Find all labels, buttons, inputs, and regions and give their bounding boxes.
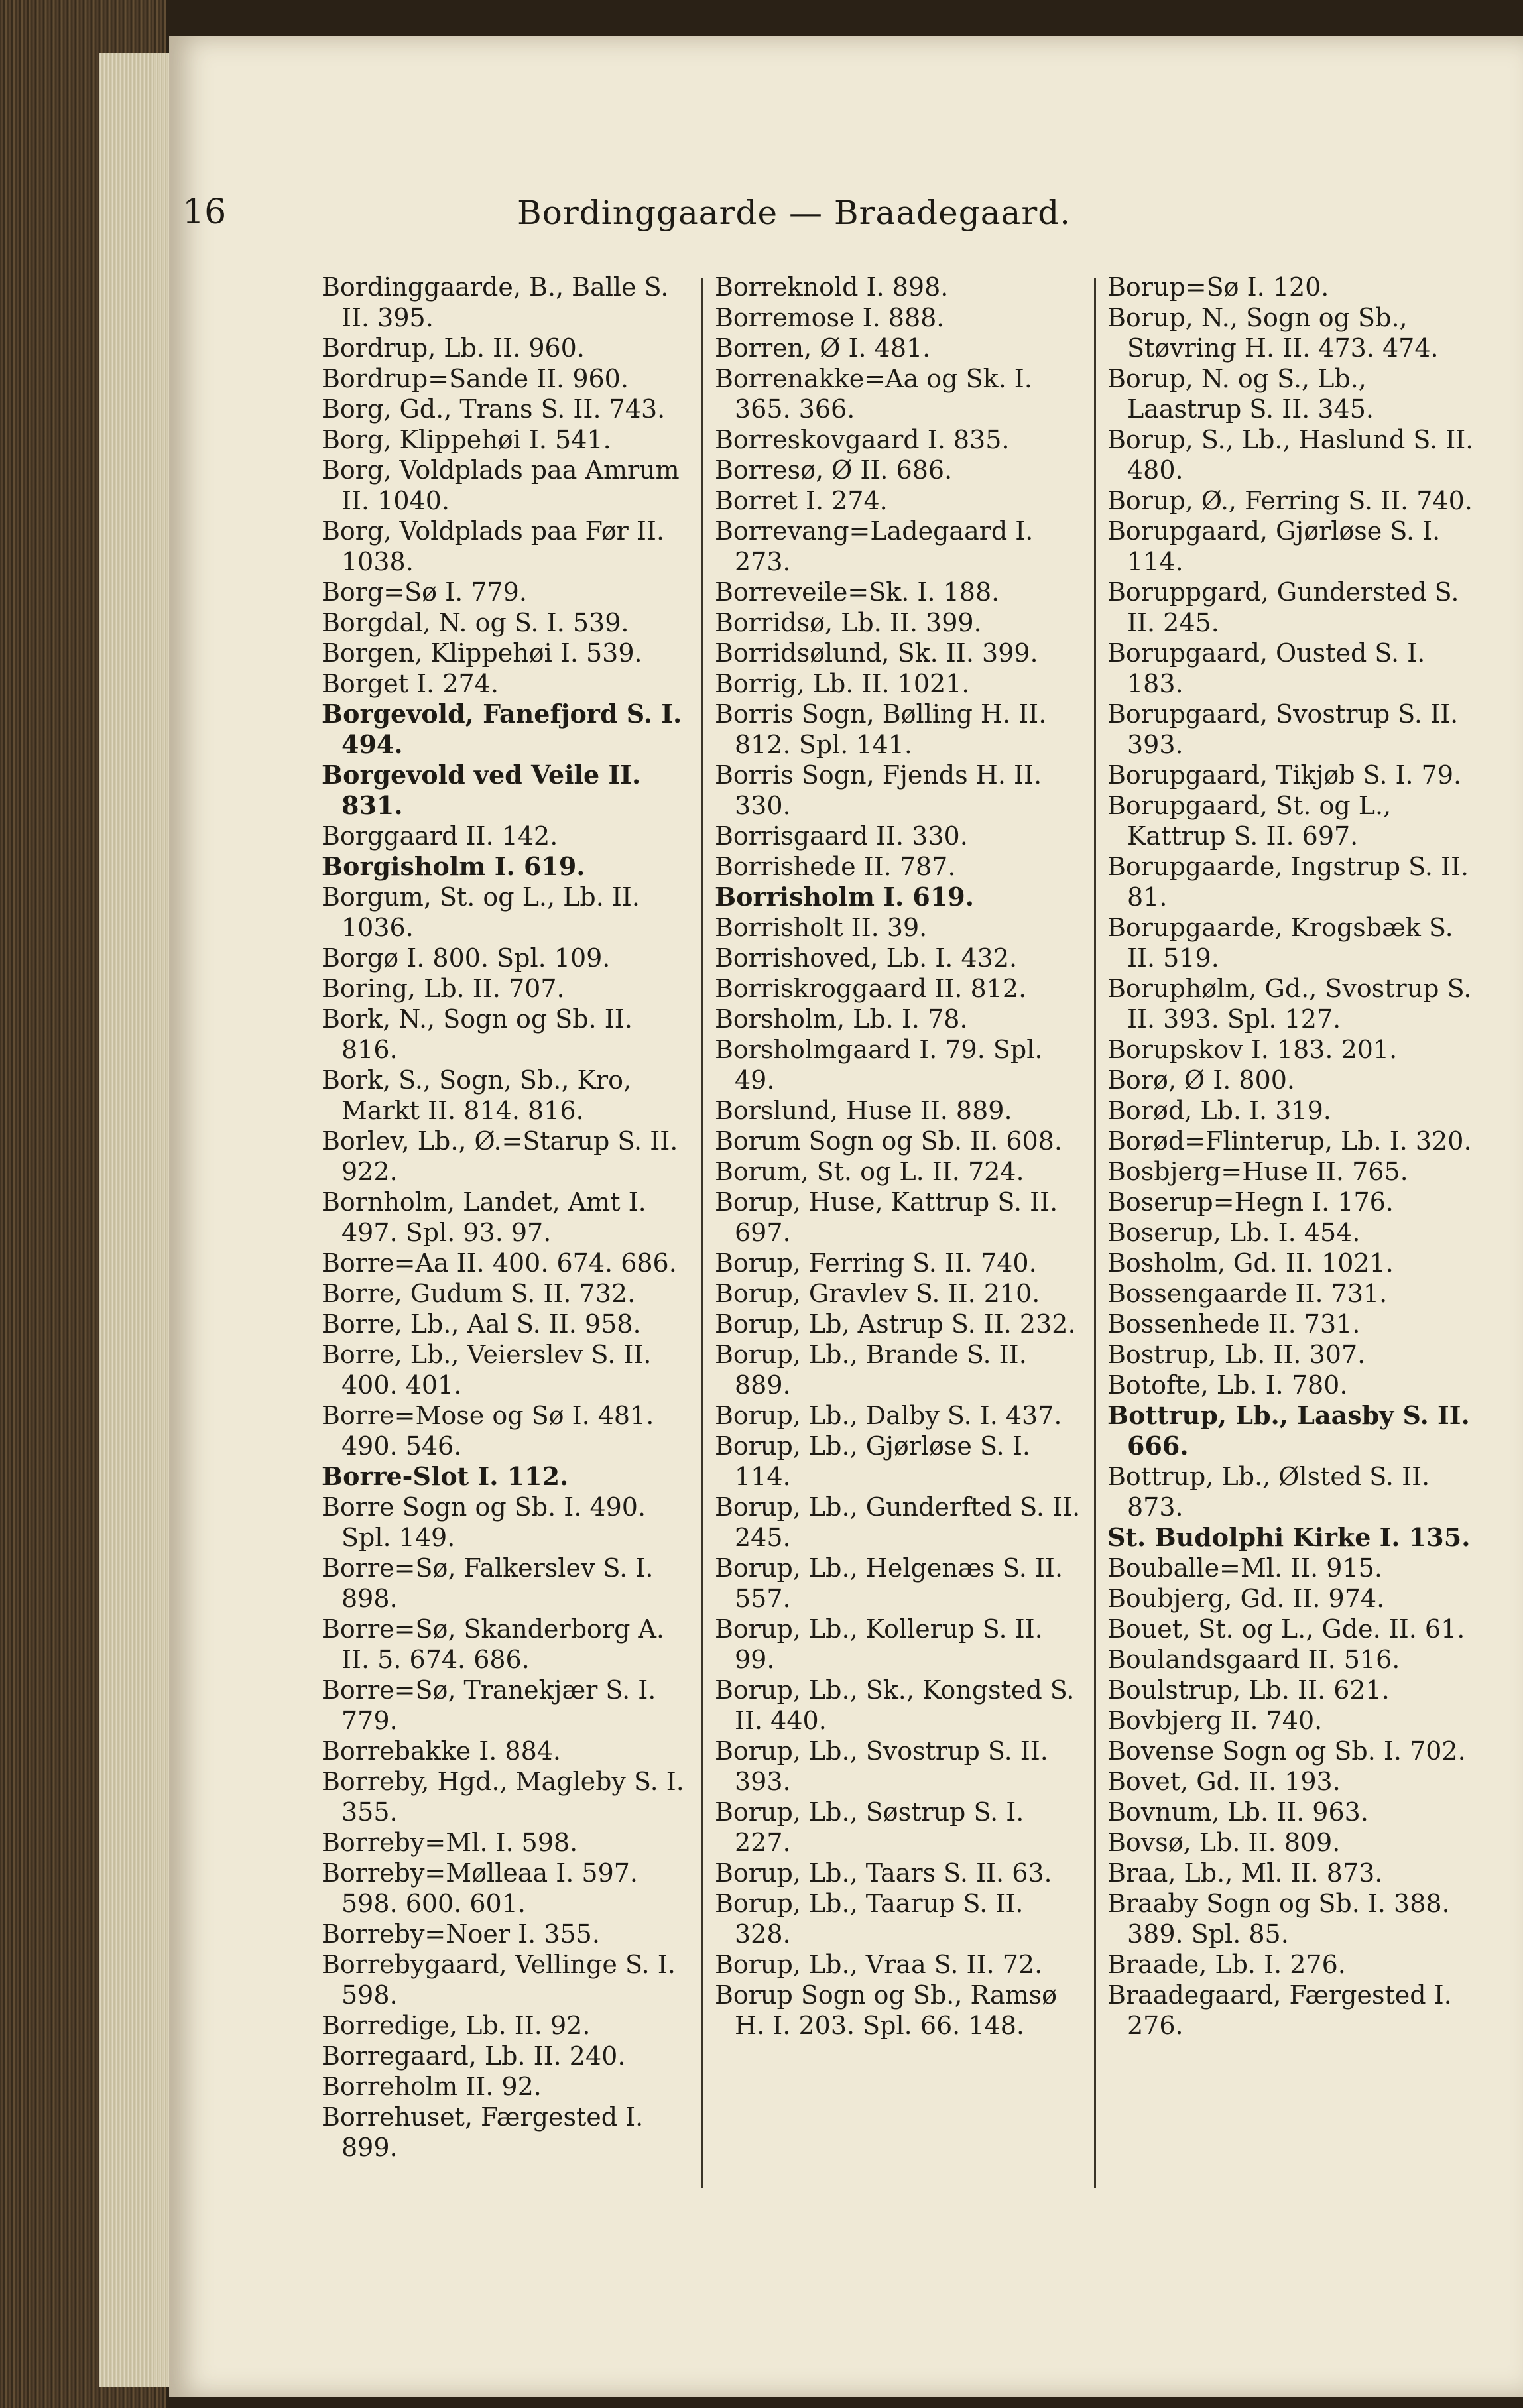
index-entry: Borrishoved, Lb. I. 432. [715, 943, 1018, 973]
index-entry: Boring, Lb. II. 707. [322, 974, 565, 1003]
index-entry: Borre=Aa II. 400. 674. 686. [322, 1248, 677, 1278]
index-entry: Boulstrup, Lb. II. 621. [1107, 1675, 1390, 1705]
index-entry: Borret I. 274. [715, 486, 888, 515]
running-head: Bordinggaarde — Braadegaard. [517, 194, 1071, 232]
index-entry: Borupgaarde, Ingstrup S. II. 81. [1107, 852, 1469, 912]
index-entry: Borlev, Lb., Ø.=Starup S. II. 922. [322, 1126, 678, 1186]
index-entry: Borgen, Klippehøi I. 539. [322, 638, 642, 668]
index-entry: Borre=Sø, Falkerslev S. I. 898. [322, 1553, 654, 1613]
index-entry: Borre, Lb., Veierslev S. II. 400. 401. [322, 1340, 652, 1400]
index-entry: Borgevold, Fanefjord S. I. 494. [322, 699, 682, 759]
index-entry: Borrishede II. 787. [715, 852, 956, 881]
index-entry: Borre=Sø, Tranekjær S. I. 779. [322, 1675, 656, 1735]
index-entry: Boubjerg, Gd. II. 974. [1107, 1584, 1385, 1613]
index-entry: Boserup=Hegn I. 176. [1107, 1187, 1394, 1217]
index-entry: St. Budolphi Kirke I. 135. [1107, 1522, 1471, 1552]
index-entry: Borup, Lb., Vraa S. II. 72. [715, 1950, 1043, 1979]
index-entry: Borum Sogn og Sb. II. 608. [715, 1126, 1062, 1156]
index-entry: Borremose I. 888. [715, 303, 945, 332]
index-entry: Bottrup, Lb., Ølsted S. II. 873. [1107, 1462, 1430, 1522]
index-entry: Bork, N., Sogn og Sb. II. 816. [322, 1004, 633, 1064]
index-entry: Borupgaarde, Krogsbæk S. II. 519. [1107, 913, 1453, 973]
index-entry: Borø, Ø I. 800. [1107, 1065, 1296, 1095]
index-entry: Borg, Voldplads paa Før II. 1038. [322, 516, 665, 576]
index-entry: Borupgaard, Ousted S. I. 183. [1107, 638, 1426, 698]
index-column-1 [322, 272, 693, 2163]
index-entry: Borrisgaard II. 330. [715, 821, 968, 851]
index-entry: Borreskovgaard I. 835. [715, 425, 1010, 454]
index-entry: Borreby=Mølleaa I. 597. 598. 600. 601. [322, 1858, 639, 1918]
index-entry: Borg, Voldplads paa Amrum II. 1040. [322, 455, 680, 515]
index-entry: Borrevang=Ladegaard I. 273. [715, 516, 1034, 576]
index-entry: Borre-Slot I. 112. [322, 1461, 569, 1491]
index-entry: Borupgaard, Tikjøb S. I. 79. [1107, 760, 1462, 790]
index-entry: Borup, S., Lb., Haslund S. II. 480. [1107, 425, 1474, 485]
index-entry: Borup, Lb, Astrup S. II. 232. [715, 1309, 1076, 1339]
index-entry: Borup, Gravlev S. II. 210. [715, 1279, 1040, 1308]
index-entry: Borup, Lb., Helgenæs S. II. 557. [715, 1553, 1064, 1613]
index-entry: Borg, Klippehøi I. 541. [322, 425, 611, 454]
index-entry: Borg, Gd., Trans S. II. 743. [322, 394, 666, 424]
index-entry: Borreby, Hgd., Magleby S. I. 355. [322, 1767, 684, 1827]
index-entry: Borsholm, Lb. I. 78. [715, 1004, 968, 1034]
column-divider-1 [701, 278, 703, 2188]
index-entry: Bovnum, Lb. II. 963. [1107, 1797, 1369, 1827]
index-entry: Borup, N., Sogn og Sb., Støvring H. II. 473. 474. [1107, 303, 1439, 363]
index-entry: Borresø, Ø II. 686. [715, 455, 953, 485]
page-number: 16 [182, 192, 227, 232]
index-entry: Bornholm, Landet, Amt I. 497. Spl. 93. 97. [322, 1187, 646, 1247]
column-divider-2 [1094, 278, 1096, 2188]
index-entry: Borridsø, Lb. II. 399. [715, 608, 982, 637]
index-entry: Borre Sogn og Sb. I. 490. Spl. 149. [322, 1492, 646, 1552]
index-entry: Borgum, St. og L., Lb. II. 1036. [322, 882, 640, 942]
index-entry: Borre, Gudum S. II. 732. [322, 1279, 636, 1308]
index-entry: Borrenakke=Aa og Sk. I. 365. 366. [715, 364, 1032, 424]
index-entry: Borsholmgaard I. 79. Spl. 49. [715, 1035, 1043, 1095]
index-entry: Borredige, Lb. II. 92. [322, 2011, 591, 2040]
index-entry: Borup, N. og S., Lb., Laastrup S. II. 345. [1107, 364, 1374, 424]
index-entry: Bovet, Gd. II. 193. [1107, 1767, 1341, 1796]
index-entry: Borup, Lb., Sk., Kongsted S. II. 440. [715, 1675, 1075, 1735]
index-entry: Borget I. 274. [322, 669, 499, 698]
page-edges [99, 53, 179, 2387]
index-entry: Bordinggaarde, B., Balle S. II. 395. [322, 272, 669, 332]
index-entry: Bouet, St. og L., Gde. II. 61. [1107, 1614, 1465, 1644]
index-entry: Braadegaard, Færgested I. 276. [1107, 1980, 1452, 2040]
index-entry: Borup, Lb., Taars S. II. 63. [715, 1858, 1052, 1888]
index-entry: Borup, Lb., Kollerup S. II. 99. [715, 1614, 1043, 1674]
index-entry: Bossenhede II. 731. [1107, 1309, 1361, 1339]
index-entry: Braaby Sogn og Sb. I. 388. 389. Spl. 85. [1107, 1889, 1450, 1949]
index-entry: Bostrup, Lb. II. 307. [1107, 1340, 1366, 1369]
index-entry: Bovbjerg II. 740. [1107, 1706, 1323, 1735]
index-entry: Borrehuset, Færgested I. 899. [322, 2102, 644, 2162]
index-entry: Bouballe=Ml. II. 915. [1107, 1553, 1382, 1583]
index-entry: Borggaard II. 142. [322, 821, 558, 851]
index-entry: Bork, S., Sogn, Sb., Kro, Markt II. 814. 816. [322, 1065, 632, 1125]
index-entry: Borreby=Ml. I. 598. [322, 1828, 578, 1857]
index-entry: Borreby=Noer I. 355. [322, 1919, 600, 1949]
index-entry: Borup, Lb., Svostrup S. II. 393. [715, 1736, 1048, 1796]
index-entry: Borum, St. og L. II. 724. [715, 1157, 1024, 1186]
index-entry: Borup=Sø I. 120. [1107, 272, 1329, 302]
index-entry: Borreholm II. 92. [322, 2072, 542, 2101]
index-entry: Boruphølm, Gd., Svostrup S. II. 393. Spl. 127. [1107, 974, 1472, 1034]
index-entry: Borriskroggaard II. 812. [715, 974, 1027, 1003]
index-entry: Bosbjerg=Huse II. 765. [1107, 1157, 1408, 1186]
index-entry: Borre, Lb., Aal S. II. 958. [322, 1309, 641, 1339]
index-entry: Bosholm, Gd. II. 1021. [1107, 1248, 1394, 1278]
index-entry: Borris Sogn, Fjends H. II. 330. [715, 760, 1042, 820]
index-entry: Borup, Lb., Taarup S. II. 328. [715, 1889, 1024, 1949]
index-entry: Borup, Huse, Kattrup S. II. 697. [715, 1187, 1058, 1247]
index-entry: Braade, Lb. I. 276. [1107, 1950, 1346, 1979]
index-entry: Borren, Ø I. 481. [715, 333, 931, 363]
index-entry: Borridsølund, Sk. II. 399. [715, 638, 1038, 668]
index-entry: Borup, Lb., Brande S. II. 889. [715, 1340, 1027, 1400]
index-column-2 [715, 272, 1086, 2041]
index-entry: Borup, Ferring S. II. 740. [715, 1248, 1037, 1278]
index-entry: Borød=Flinterup, Lb. I. 320. [1107, 1126, 1472, 1156]
index-entry: Borup, Lb., Dalby S. I. 437. [715, 1401, 1062, 1430]
index-entry: Borslund, Huse II. 889. [715, 1096, 1012, 1125]
index-entry: Boulandsgaard II. 516. [1107, 1645, 1400, 1674]
index-entry: Borup, Lb., Søstrup S. I. 227. [715, 1797, 1024, 1857]
index-entry: Braa, Lb., Ml. II. 873. [1107, 1858, 1383, 1888]
index-entry: Borgevold ved Veile II. 831. [322, 760, 641, 820]
index-entry: Borup, Lb., Gunderfted S. II. 245. [715, 1492, 1081, 1552]
index-entry: Borrisholt II. 39. [715, 913, 928, 942]
index-entry: Bovense Sogn og Sb. I. 702. [1107, 1736, 1466, 1766]
index-entry: Bordrup=Sande II. 960. [322, 364, 629, 393]
index-entry: Borgø I. 800. Spl. 109. [322, 943, 611, 973]
index-entry: Borup, Lb., Gjørløse S. I. 114. [715, 1431, 1030, 1491]
index-entry: Borris Sogn, Bølling H. II. 812. Spl. 141. [715, 699, 1047, 759]
index-entry: Borrisholm I. 619. [715, 882, 974, 912]
index-entry: Borupgaard, Svostrup S. II. 393. [1107, 699, 1459, 759]
index-entry: Borupgaard, St. og L., Kattrup S. II. 697. [1107, 791, 1392, 851]
index-entry: Borre=Sø, Skanderborg A. II. 5. 674. 686. [322, 1614, 664, 1674]
index-entry: Borrebakke I. 884. [322, 1736, 561, 1766]
index-column-3 [1107, 272, 1479, 2041]
index-entry: Borregaard, Lb. II. 240. [322, 2041, 626, 2071]
index-entry: Boserup, Lb. I. 454. [1107, 1218, 1361, 1247]
index-entry: Bossengaarde II. 731. [1107, 1279, 1388, 1308]
index-entry: Borød, Lb. I. 319. [1107, 1096, 1331, 1125]
index-entry: Bottrup, Lb., Laasby S. II. 666. [1107, 1400, 1470, 1461]
index-entry: Borg=Sø I. 779. [322, 577, 527, 607]
index-entry: Borreveile=Sk. I. 188. [715, 577, 1000, 607]
index-entry: Bovsø, Lb. II. 809. [1107, 1828, 1341, 1857]
index-entry: Borupgaard, Gjørløse S. I. 114. [1107, 516, 1441, 576]
index-entry: Borgisholm I. 619. [322, 851, 585, 881]
index-entry: Botofte, Lb. I. 780. [1107, 1370, 1348, 1400]
index-entry: Borrebygaard, Vellinge S. I. 598. [322, 1950, 676, 2010]
index-entry: Borre=Mose og Sø I. 481. 490. 546. [322, 1401, 654, 1461]
index-entry: Borup Sogn og Sb., Ramsø H. I. 203. Spl. 66. 148. [715, 1980, 1058, 2040]
index-entry: Borup, Ø., Ferring S. II. 740. [1107, 486, 1473, 515]
index-entry: Boruppgard, Gundersted S. II. 245. [1107, 577, 1459, 637]
index-entry: Borreknold I. 898. [715, 272, 949, 302]
index-entry: Borgdal, N. og S. I. 539. [322, 608, 629, 637]
index-entry: Borrig, Lb. II. 1021. [715, 669, 970, 698]
index-entry: Bordrup, Lb. II. 960. [322, 333, 585, 363]
index-entry: Borupskov I. 183. 201. [1107, 1035, 1398, 1064]
